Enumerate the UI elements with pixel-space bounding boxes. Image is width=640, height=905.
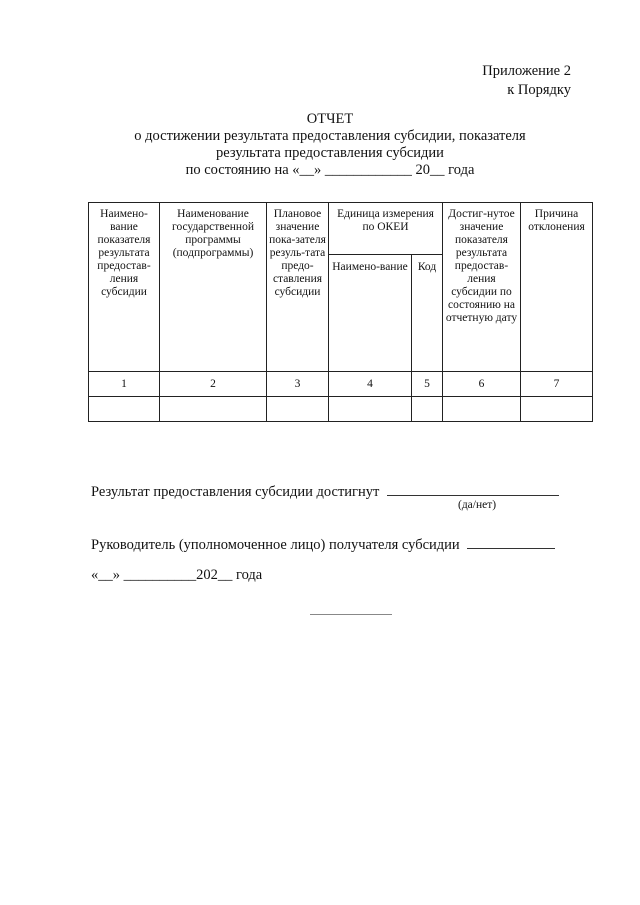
header-planned-value: Плановое значение пока-зателя резуль-тата предо-ставления субсидии <box>267 203 329 372</box>
appendix-line-1: Приложение 2 <box>482 63 571 79</box>
column-number: 6 <box>443 372 521 397</box>
head-signature-line <box>91 535 555 554</box>
header-indicator-name: Наимено-вание показателя результата предостав-ления субсидии <box>89 203 160 372</box>
column-number: 2 <box>160 372 267 397</box>
table-cell[interactable] <box>89 397 160 422</box>
report-date-line: по состоянию на «__» ____________ 20__ года <box>185 162 475 178</box>
head-signature-blank[interactable] <box>467 535 555 549</box>
date-line <box>91 566 262 584</box>
result-label: Результат предоставления субсидии достигнут <box>91 484 380 500</box>
table-cell[interactable] <box>267 397 329 422</box>
header-unit-okei: Единица измерения по ОКЕИ <box>329 203 443 255</box>
column-number: 1 <box>89 372 160 397</box>
table-cell[interactable] <box>443 397 521 422</box>
column-number: 4 <box>329 372 412 397</box>
column-number: 3 <box>267 372 329 397</box>
result-blank[interactable] <box>387 482 559 496</box>
column-number: 7 <box>521 372 593 397</box>
yes-no-hint: (да/нет) <box>458 499 497 511</box>
header-deviation-reason: Причина отклонения <box>521 203 593 372</box>
table-cell[interactable] <box>521 397 593 422</box>
separator-line <box>310 614 392 615</box>
column-number-row <box>89 372 593 397</box>
column-number: 5 <box>412 372 443 397</box>
table-cell[interactable] <box>412 397 443 422</box>
report-title: ОТЧЕТ <box>306 111 354 127</box>
report-subtitle-1: о достижении результата предоставления субсидии, показателя <box>134 128 526 144</box>
appendix-line-2: к Порядку <box>507 82 571 98</box>
table-cell[interactable] <box>160 397 267 422</box>
appendix-note <box>482 62 571 100</box>
header-program-name: Наименование государственной программы (подпрограммы) <box>160 203 267 372</box>
report-title-block <box>0 111 640 179</box>
header-unit-code: Код <box>412 255 443 372</box>
date-text: «__» __________202__ года <box>91 567 263 583</box>
table-row <box>89 397 593 422</box>
table-cell[interactable] <box>329 397 412 422</box>
head-label: Руководитель (уполномоченное лицо) получателя субсидии <box>91 537 460 553</box>
header-unit-name: Наимено-вание <box>329 255 412 372</box>
header-achieved-value: Достиг-нутое значение показателя результата предостав-ления субсидии по состоянию на отчетную дату <box>443 203 521 372</box>
report-table <box>88 202 593 422</box>
report-subtitle-2: результата предоставления субсидии <box>216 145 444 161</box>
